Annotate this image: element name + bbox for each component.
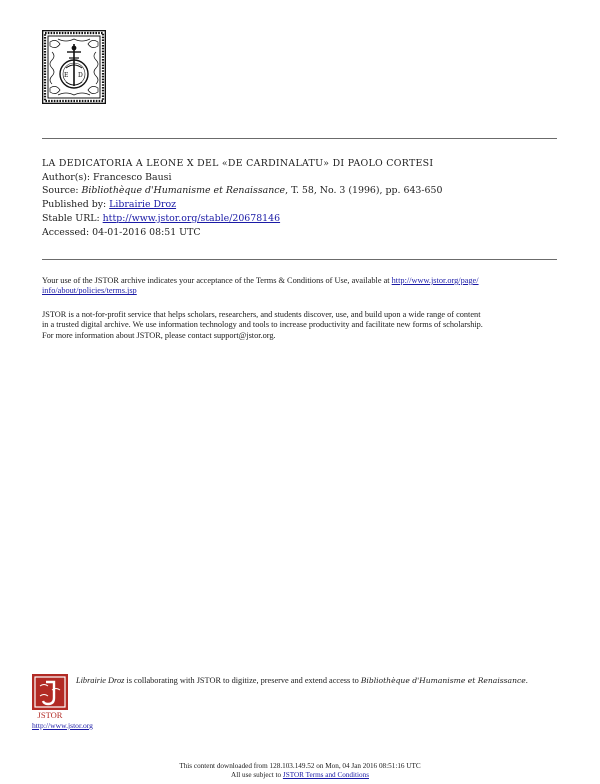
source-line	[42, 184, 562, 198]
source-details: , T. 58, No. 3 (1996), pp. 643-650	[285, 185, 443, 197]
authors-label: Author(s):	[42, 171, 91, 183]
stable-url-line	[42, 212, 562, 226]
article-title: LA DEDICATORIA A LEONE X DEL «DE CARDINALATU» DI PAOLO CORTESI	[42, 158, 434, 169]
publisher-emblem-icon	[42, 30, 106, 104]
terms-link-part1[interactable]: http://www.jstor.org/page/	[391, 276, 479, 285]
publisher-link[interactable]: Librairie Droz	[109, 199, 177, 211]
source-label: Source:	[42, 185, 79, 197]
about-line-1: JSTOR is a not-for-profit service that helps scholars, researchers, and students discover, use, and build upon a wide range of content	[42, 310, 481, 319]
authors-value: Francesco Bausi	[93, 171, 172, 183]
download-footer	[0, 762, 600, 779]
accessed-label: Accessed:	[42, 226, 90, 238]
collaboration-notice	[76, 675, 586, 686]
jstor-url-link[interactable]: http://www.jstor.org	[32, 721, 93, 730]
top-divider	[42, 138, 557, 139]
terms-link-part2[interactable]: info/about/policies/terms.jsp	[42, 286, 137, 296]
accessed-value: 04-01-2016 08:51 UTC	[92, 226, 201, 238]
svg-text:E: E	[64, 72, 69, 79]
terms-notice	[42, 276, 562, 297]
citation-block	[42, 157, 562, 239]
footer-line-1: This content downloaded from 128.103.149.52 on Mon, 04 Jan 2016 08:51:16 UTC	[179, 762, 421, 770]
stable-url-link[interactable]: http://www.jstor.org/stable/20678146	[102, 212, 281, 224]
collab-journal: Bibliothèque d'Humanisme et Renaissance	[360, 676, 526, 685]
collab-middle: is collaborating with JSTOR to digitize, preserve and extend access to	[124, 676, 361, 685]
stable-url-label: Stable URL:	[42, 212, 100, 224]
authors-line	[42, 171, 562, 185]
publisher-label: Published by:	[42, 199, 107, 211]
collab-publisher: Librairie Droz	[76, 676, 125, 685]
footer-prefix: All use subject to	[231, 770, 283, 779]
jstor-about	[42, 310, 562, 341]
terms-text: Your use of the JSTOR archive indicates your acceptance of the Terms & Conditions of Use, available at	[42, 276, 392, 285]
about-line-2: in a trusted digital archive. We use information technology and tools to increase productivity and facilitate new forms of scholarship.	[42, 320, 483, 330]
about-line-3: For more information about JSTOR, please contact support@jstor.org.	[42, 330, 276, 340]
middle-divider	[42, 259, 557, 260]
jstor-logo-text: JSTOR	[37, 710, 63, 720]
source-journal: Bibliothèque d'Humanisme et Renaissance	[81, 185, 286, 197]
publisher-line	[42, 198, 562, 212]
accessed-line	[42, 226, 562, 240]
jstor-logo-icon[interactable]	[32, 674, 68, 720]
footer-terms-link[interactable]: JSTOR Terms and Conditions	[282, 770, 369, 779]
footer-line-2	[0, 771, 600, 780]
collab-end: .	[525, 676, 528, 685]
svg-text:D: D	[78, 72, 83, 79]
